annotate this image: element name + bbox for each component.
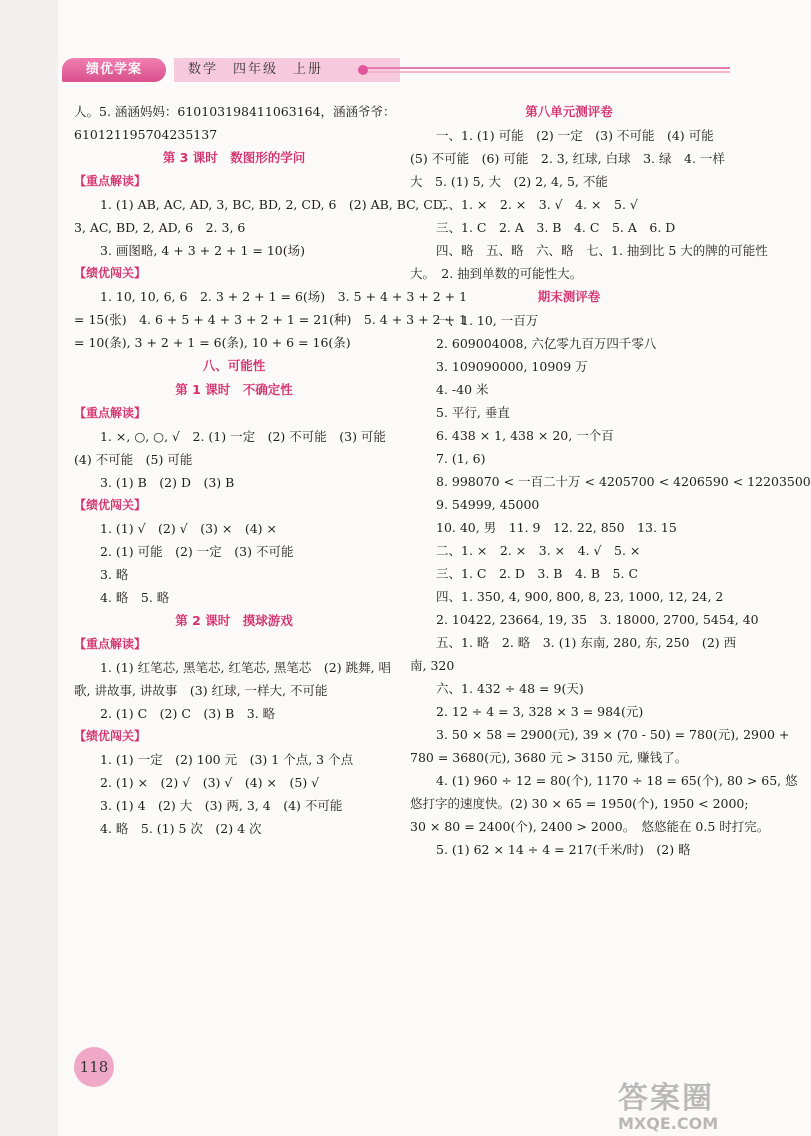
answer-line-continued: (5) 不可能 (6) 可能 2. 3, 红球, 白球 3. 绿 4. 一样 xyxy=(410,151,725,166)
answer-line: 2. 609004008, 六亿零九百万四千零八 xyxy=(436,336,657,351)
answer-line: 5. (1) 62 × 14 ÷ 4 = 217(千米/时) (2) 略 xyxy=(436,842,691,857)
answer-line: 三、1. C 2. D 3. B 4. B 5. C xyxy=(436,566,639,581)
section-tag: 【重点解读】 xyxy=(74,637,147,651)
section-tag: 【重点解读】 xyxy=(74,174,147,188)
page-header xyxy=(62,58,730,82)
answer-line-continued: (4) 不可能 (5) 可能 xyxy=(74,452,193,467)
series-badge: 绩优学案 xyxy=(62,58,166,82)
answer-line-continued: 歌, 讲故事, 讲故事 (3) 红球, 一样大, 不可能 xyxy=(74,683,328,698)
answer-line: 1. (1) √ (2) √ (3) × (4) × xyxy=(100,521,277,536)
answer-line: 8. 998070 < 一百二十万 < 4205700 < 4206590 < 12203500 xyxy=(436,474,811,489)
answer-line: 1. ×, ○, ○, √ 2. (1) 一定 (2) 不可能 (3) 可能 xyxy=(100,429,386,444)
page-spine-margin xyxy=(0,0,58,1136)
answer-line: 3. 50 × 58 = 2900(元), 39 × (70 - 50) = 780(元), 2900 + xyxy=(436,727,790,742)
answer-line-continued: = 15(张) 4. 6 + 5 + 4 + 3 + 2 + 1 = 21(种) 5. 4 + 3 + 2 + 1 xyxy=(74,312,467,327)
answer-line: 4. 略 5. 略 xyxy=(100,590,170,605)
answer-line: 一、1. 10, 一百万 xyxy=(436,313,539,328)
watermark-text: 答案圈 xyxy=(618,1081,714,1116)
answer-line: 10. 40, 男 11. 9 12. 22, 850 13. 15 xyxy=(436,520,677,535)
answer-line-continued: 3, AC, BD, 2, AD, 6 2. 3, 6 xyxy=(74,220,246,235)
answer-line: 1. (1) 红笔芯, 黑笔芯, 红笔芯, 黑笔芯 (2) 跳舞, 唱 xyxy=(100,660,392,675)
watermark-logo xyxy=(618,1082,748,1134)
answer-line-continued: 610121195704235137 xyxy=(74,127,218,142)
answer-line: 4. (1) 960 ÷ 12 = 80(个), 1170 ÷ 18 = 65(个), 80 > 65, 悠 xyxy=(436,773,798,788)
answer-line: 五、1. 略 2. 略 3. (1) 东南, 280, 东, 250 (2) 西 xyxy=(436,635,737,650)
answer-line-continued: 人。5. 涵涵妈妈：610103198411063164，涵涵爷爷： xyxy=(74,104,396,119)
answer-line: 3. 109090000, 10909 万 xyxy=(436,359,588,374)
section-title: 第 1 课时 不确定性 xyxy=(175,382,293,397)
section-title: 第 2 课时 摸球游戏 xyxy=(175,613,293,628)
watermark-url: MXQE.COM xyxy=(618,1114,719,1133)
answer-line: 1. 10, 10, 6, 6 2. 3 + 2 + 1 = 6(场) 3. 5 + 4 + 3 + 2 + 1 xyxy=(100,289,468,304)
answer-line: 3. (1) B (2) D (3) B xyxy=(100,475,235,490)
answer-line: 2. 12 ÷ 4 = 3, 328 × 3 = 984(元) xyxy=(436,704,644,719)
answer-line: 二、1. × 2. × 3. √ 4. × 5. √ xyxy=(436,197,638,212)
answer-line: 2. (1) 可能 (2) 一定 (3) 不可能 xyxy=(100,544,294,559)
answer-line-continued: 悠打字的速度快。(2) 30 × 65 = 1950(个), 1950 < 2000; xyxy=(410,796,749,811)
answer-line: 1. (1) 一定 (2) 100 元 (3) 1 个点, 3 个点 xyxy=(100,752,354,767)
section-tag: 【绩优闯关】 xyxy=(74,498,147,512)
answer-line: 5. 平行, 垂直 xyxy=(436,405,510,420)
answer-line-continued: 大 5. (1) 5, 大 (2) 2, 4, 5, 不能 xyxy=(410,174,608,189)
answer-line: 4. 略 5. (1) 5 次 (2) 4 次 xyxy=(100,821,262,836)
section-title: 第 3 课时 数图形的学问 xyxy=(162,150,306,165)
section-title: 期末测评卷 xyxy=(537,289,601,304)
answer-line: 3. 略 xyxy=(100,567,129,582)
header-dot-icon xyxy=(358,65,368,75)
answer-line: 7. (1, 6) xyxy=(436,451,486,466)
answer-line: 1. (1) AB, AC, AD, 3, BC, BD, 2, CD, 6 (2) AB, BC, CD, xyxy=(100,197,447,212)
header-rule xyxy=(366,67,730,69)
answer-line: 四、略 五、略 六、略 七、1. 抽到比 5 大的牌的可能性 xyxy=(436,243,768,258)
answer-line: 3. (1) 4 (2) 大 (3) 两, 3, 4 (4) 不可能 xyxy=(100,798,343,813)
answer-line: 9. 54999, 45000 xyxy=(436,497,540,512)
answer-line: 4. -40 米 xyxy=(436,382,489,397)
answer-line-continued: 780 = 3680(元), 3680 元 > 3150 元, 赚钱了。 xyxy=(410,750,688,765)
page-number: 118 xyxy=(74,1047,114,1087)
answer-line: 六、1. 432 ÷ 48 = 9(天) xyxy=(436,681,584,696)
answer-line-continued: 大。 2. 抽到单数的可能性大。 xyxy=(410,266,583,281)
section-tag: 【重点解读】 xyxy=(74,406,147,420)
right-answer-column xyxy=(410,100,811,861)
answer-line: 6. 438 × 1, 438 × 20, 一个百 xyxy=(436,428,614,443)
answer-line-continued: = 10(条), 3 + 2 + 1 = 6(条), 10 + 6 = 16(条) xyxy=(74,335,351,350)
answer-line: 2. (1) × (2) √ (3) √ (4) × (5) √ xyxy=(100,775,320,790)
answer-line: 三、1. C 2. A 3. B 4. C 5. A 6. D xyxy=(436,220,676,235)
answer-line: 2. 10422, 23664, 19, 35 3. 18000, 2700, 5454, 40 xyxy=(436,612,759,627)
answer-line: 二、1. × 2. × 3. × 4. √ 5. × xyxy=(436,543,641,558)
section-tag: 【绩优闯关】 xyxy=(74,266,147,280)
answer-line-continued: 30 × 80 = 2400(个), 2400 > 2000。 悠悠能在 0.5 时打完。 xyxy=(410,819,770,834)
answer-line: 2. (1) C (2) C (3) B 3. 略 xyxy=(100,706,276,721)
header-rule-light xyxy=(366,71,730,73)
subject-label: 数学 四年级 上册 xyxy=(174,58,400,82)
section-tag: 【绩优闯关】 xyxy=(74,729,147,743)
answer-line: 四、1. 350, 4, 900, 800, 8, 23, 1000, 12, 24, 2 xyxy=(436,589,724,604)
answer-line: 3. 画图略, 4 + 3 + 2 + 1 = 10(场) xyxy=(100,243,305,258)
section-title: 八、可能性 xyxy=(202,358,266,373)
answer-line: 一、1. (1) 可能 (2) 一定 (3) 不可能 (4) 可能 xyxy=(436,128,714,143)
answer-line-continued: 南, 320 xyxy=(410,658,455,673)
section-title: 第八单元测评卷 xyxy=(525,104,613,119)
